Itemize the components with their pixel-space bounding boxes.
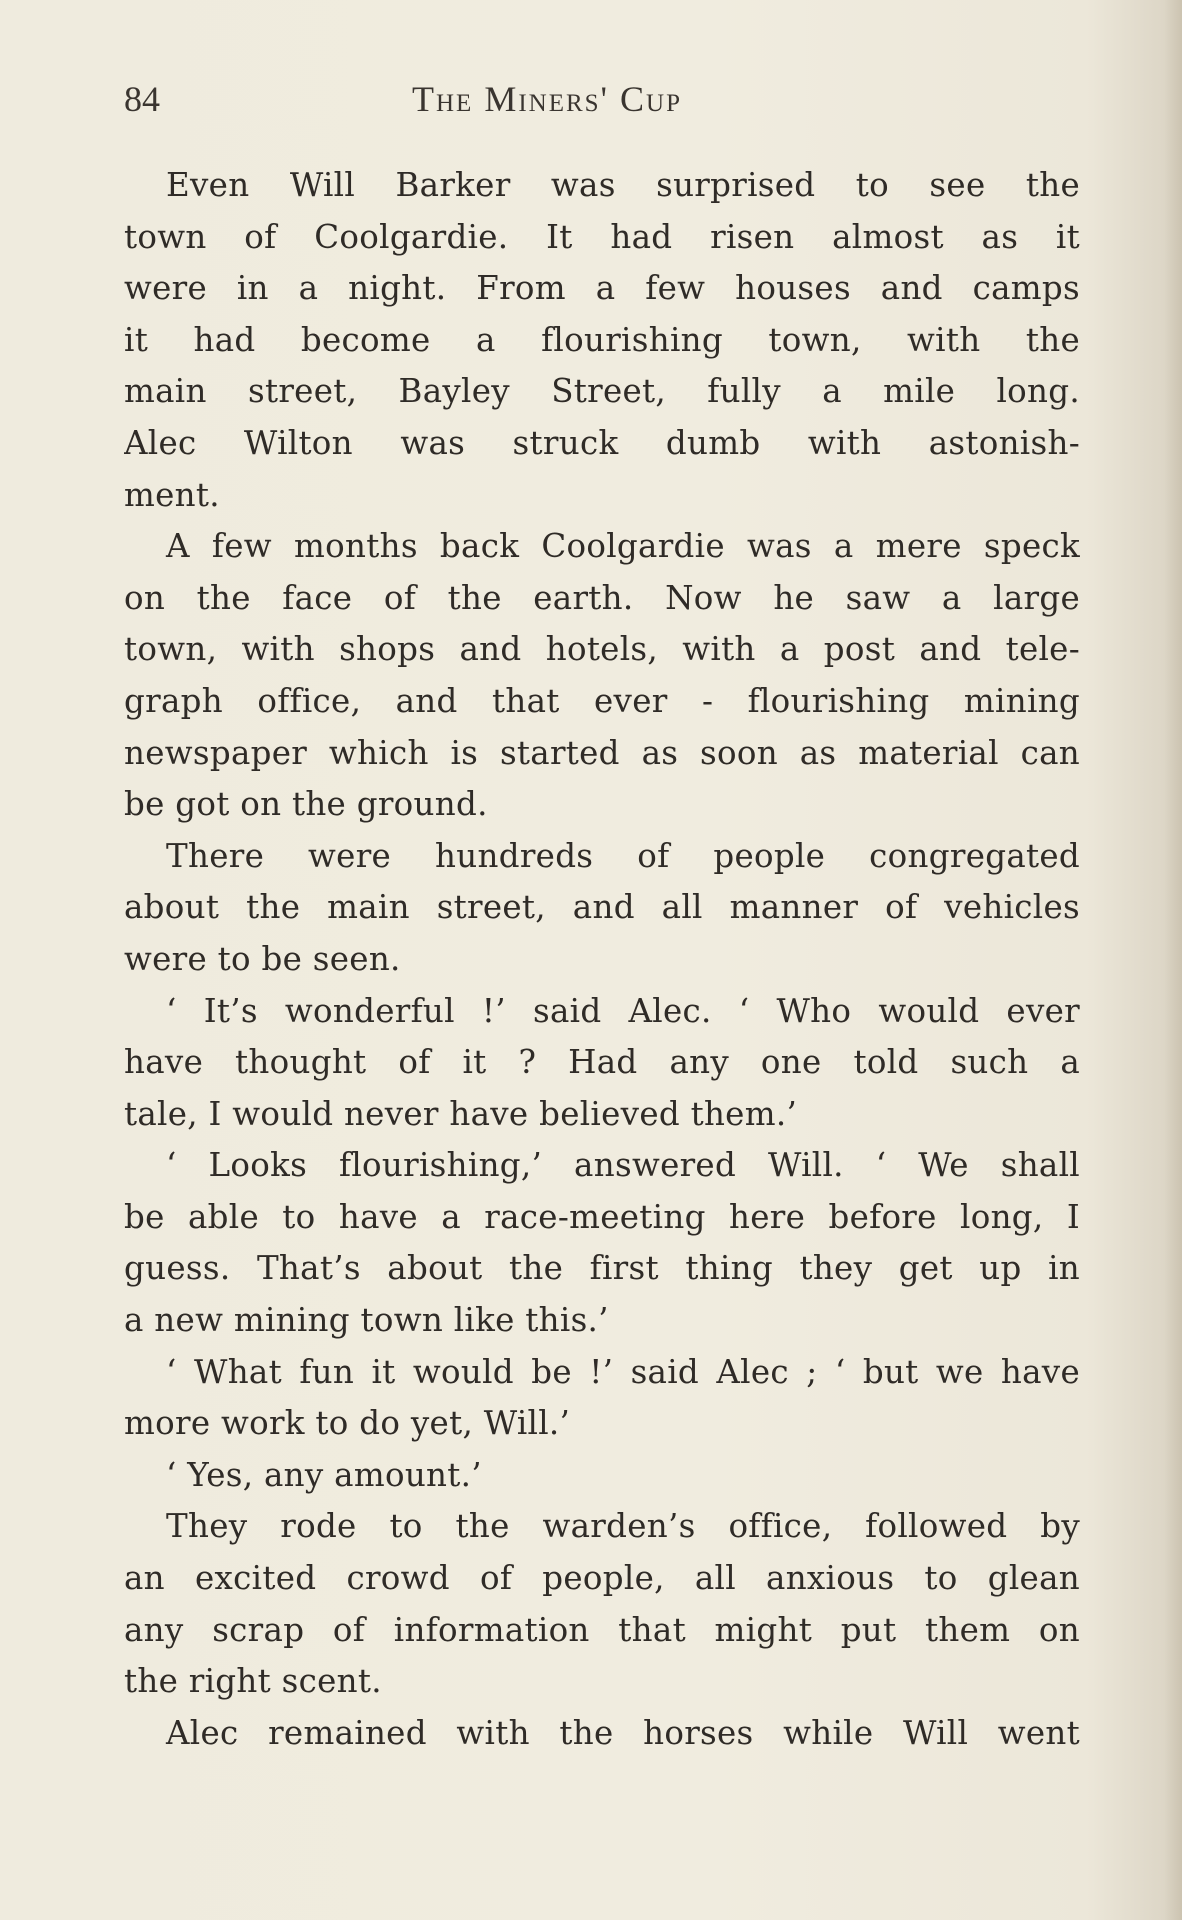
- text-line: it had become a flourishing town, with the: [124, 320, 1080, 359]
- text-line: ment.: [124, 475, 220, 514]
- text-line: about the main street, and all manner of vehicles: [124, 888, 1080, 927]
- page-number: 84: [124, 79, 160, 119]
- text-line: be able to have a race-meeting here before long, I: [124, 1197, 1080, 1236]
- page-header: [124, 78, 1080, 128]
- text-line: a new mining town like this.’: [124, 1301, 609, 1340]
- text-line: graph office, and that ever - flourishing mining: [124, 681, 1080, 720]
- text-line: were to be seen.: [124, 939, 401, 978]
- paragraph: [124, 831, 1080, 986]
- text-line: newspaper which is started as soon as material can: [124, 733, 1080, 772]
- text-line: guess. That’s about the first thing they get up in: [124, 1249, 1080, 1288]
- text-line: A few months back Coolgardie was a mere speck: [166, 527, 1080, 566]
- text-line: ‘ Looks flourishing,’ answered Will. ‘ We shall: [166, 1146, 1080, 1185]
- text-line: any scrap of information that might put them on: [124, 1610, 1080, 1649]
- text-line: They rode to the warden’s office, followed by: [166, 1507, 1080, 1546]
- text-line: ‘ It’s wonderful !’ said Alec. ‘ Who would ever: [166, 991, 1080, 1030]
- text-line: have thought of it ? Had any one told such a: [124, 1043, 1080, 1082]
- text-line: Even Will Barker was surprised to see the: [166, 166, 1080, 204]
- text-line: ‘ What fun it would be !’ said Alec ; ‘ but we have: [166, 1352, 1080, 1391]
- paragraph: [124, 1450, 1080, 1502]
- paragraph: [124, 1708, 1080, 1760]
- text-line: tale, I would never have believed them.’: [124, 1094, 798, 1133]
- text-line: on the face of the earth. Now he saw a large: [124, 578, 1080, 617]
- text-line: main street, Bayley Street, fully a mile long.: [124, 372, 1080, 411]
- paragraph: [124, 1347, 1080, 1450]
- text-line: were in a night. From a few houses and camps: [124, 269, 1080, 308]
- paragraph: [124, 1140, 1080, 1346]
- text-line: town, with shops and hotels, with a post and tele-: [124, 630, 1080, 669]
- text-line: an excited crowd of people, all anxious to glean: [124, 1559, 1080, 1598]
- text-line: be got on the ground.: [124, 785, 488, 824]
- page-edge-shadow: [1164, 0, 1182, 1920]
- text-line: more work to do yet, Will.’: [124, 1404, 571, 1443]
- paragraph: [124, 160, 1080, 521]
- text-line: Alec Wilton was struck dumb with astonish-: [124, 423, 1080, 462]
- body-text: [124, 160, 1080, 1780]
- text-line: Alec remained with the horses while Will went: [166, 1713, 1080, 1752]
- text-line: There were hundreds of people congregated: [166, 836, 1080, 875]
- paragraph: [124, 521, 1080, 831]
- text-line: town of Coolgardie. It had risen almost as it: [124, 217, 1080, 256]
- paragraph: [124, 1501, 1080, 1707]
- text-line: ‘ Yes, any amount.’: [166, 1455, 482, 1494]
- paragraph: [124, 986, 1080, 1141]
- text-line: the right scent.: [124, 1662, 382, 1701]
- running-title: The Miners' Cup: [412, 79, 683, 119]
